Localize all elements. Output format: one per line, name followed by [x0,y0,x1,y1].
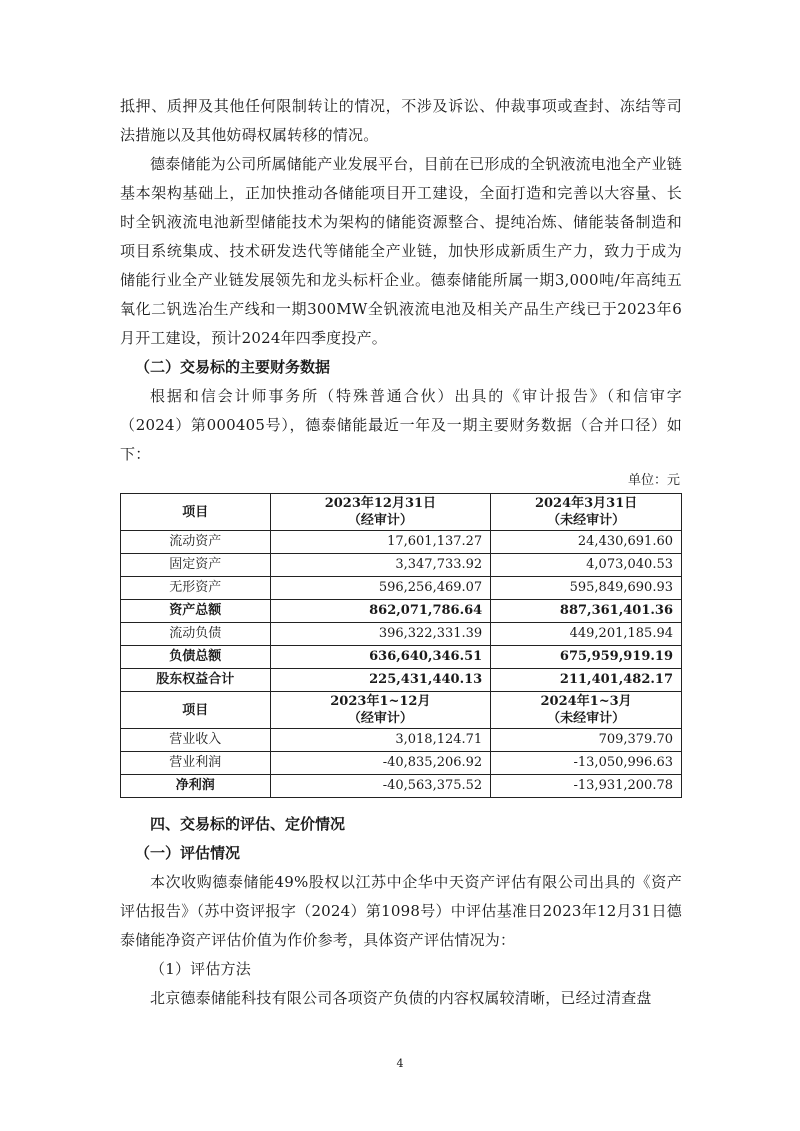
paragraph-method-heading: （1）评估方法 [150,960,251,978]
row-value-1: 225,431,440.13 [270,669,491,692]
page-content [120,92,682,1013]
header-audit-status: （未经审计） [547,513,626,528]
row-label: 固定资产 [121,554,271,577]
table-row [121,729,682,752]
header-period: 2024年1~3月 [540,694,632,709]
row-label: 营业利润 [121,752,271,775]
row-label: 流动资产 [121,531,271,554]
header-period: 2023年1~12月 [330,694,431,709]
heading-financial-data: （二）交易标的主要财务数据 [135,358,331,376]
header-item: 项目 [121,494,271,531]
row-value-2: 709,379.70 [491,729,682,752]
header-audit-status: （未经审计） [547,711,626,726]
row-value-1: -40,563,375.52 [270,775,491,798]
header-item: 项目 [121,692,271,729]
row-value-2: 4,073,040.53 [491,554,682,577]
row-label: 无形资产 [121,577,271,600]
table-row [121,623,682,646]
row-value-1: 3,018,124.71 [270,729,491,752]
paragraph-company-overview: 德泰储能为公司所属储能产业发展平台，目前在已形成的全钒液流电池全产业链基本架构基础上，正加快推动各储能项目开工建设，全面打造和完善以大容量、长时全钒液流电池新型储能技术为架构的储能资源整合、提纯冶炼、储能装备制造和项目系统集成、技术研发迭代等储能全产业链，加快形成新质生产力，致力于成为储能行业全产业链发展领先和龙头标杆企业。德泰储能所属一期3,000吨/年高纯五氧化二钒选冶生产线和一期300MW全钒液流电池及相关产品生产线已于2023年6月开工建设，预计2024年四季度投产。 [120,155,683,347]
row-value-1: 862,071,786.64 [270,600,491,623]
header-col-2023-end [270,494,491,531]
unit-label: 单位：元 [627,473,680,488]
row-value-1: -40,835,206.92 [270,752,491,775]
table-row [121,577,682,600]
row-label: 净利润 [121,775,271,798]
header-date: 2024年3月31日 [534,496,638,511]
header-audit-status: （经审计） [347,711,413,726]
table-row [121,646,682,669]
paragraph-assets-clear: 北京德泰储能科技有限公司各项资产负债的内容权属较清晰，已经过清查盘 [150,989,652,1007]
table-row [121,531,682,554]
financial-table [120,493,682,798]
header-audit-status: （经审计） [347,513,413,528]
row-label: 流动负债 [121,623,271,646]
financial-table-body [121,494,682,798]
row-value-1: 636,640,346.51 [270,646,491,669]
row-value-1: 3,347,733.92 [270,554,491,577]
row-label: 股东权益合计 [121,669,271,692]
header-col-2023-full-year [270,692,491,729]
row-label: 资产总额 [121,600,271,623]
header-col-2024-q1-period [491,692,682,729]
row-value-1: 17,601,137.27 [270,531,491,554]
row-value-1: 396,322,331.39 [270,623,491,646]
row-value-2: -13,931,200.78 [491,775,682,798]
row-value-2: 887,361,401.36 [491,600,682,623]
row-value-2: 211,401,482.17 [491,669,682,692]
row-value-2: 449,201,185.94 [491,623,682,646]
table-row [121,669,682,692]
heading-section-four: 四、交易标的评估、定价情况 [150,815,346,833]
table-row [121,600,682,623]
paragraph-encumbrance: 抵押、质押及其他任何限制转让的情况，不涉及诉讼、仲裁事项或查封、冻结等司法措施以及其他妨碍权属转移的情况。 [120,97,682,144]
row-label: 营业收入 [121,729,271,752]
table-header-row [121,494,682,531]
table-row [121,775,682,798]
paragraph-audit-source: 根据和信会计师事务所（特殊普通合伙）出具的《审计报告》（和信审字（2024）第000405号），德泰储能最近一年及一期主要财务数据（合并口径）如下： [120,387,682,463]
row-value-2: 675,959,919.19 [491,646,682,669]
table-row [121,554,682,577]
table-header-row [121,692,682,729]
row-label: 负债总额 [121,646,271,669]
page-number: 4 [396,1057,404,1070]
row-value-1: 596,256,469.07 [270,577,491,600]
row-value-2: 595,849,690.93 [491,577,682,600]
row-value-2: 24,430,691.60 [491,531,682,554]
heading-valuation: （一）评估情况 [135,844,241,862]
table-row [121,752,682,775]
header-date: 2023年12月31日 [324,496,437,511]
row-value-2: -13,050,996.63 [491,752,682,775]
header-col-2024-q1 [491,494,682,531]
paragraph-valuation: 本次收购德泰储能49%股权以江苏中企华中天资产评估有限公司出具的《资产评估报告》（苏中资评报字（2024）第1098号）中评估基准日2023年12月31日德泰储能净资产评估价值为作价参考，具体资产评估情况为： [120,873,682,949]
